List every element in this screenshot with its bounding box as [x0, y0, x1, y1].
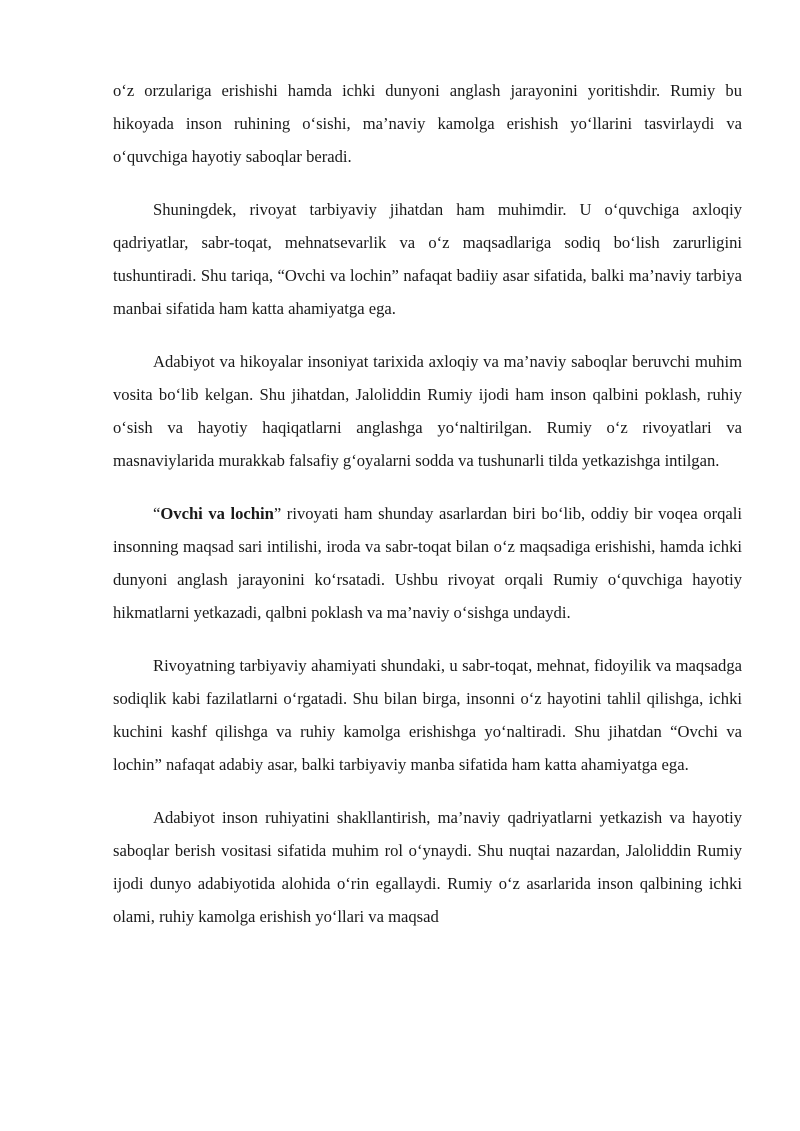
paragraph-6-text: Adabiyot inson ruhiyatini shakllantirish, ma’naviy qadriyatlarni yetkazish va hayotiy saboqlar berish vositasi sifatida muhim rol o‘ynaydi. Shu nuqtai nazardan, Jaloliddin Rumiy ijodi dunyo adabiyotida alohida o‘rin egallaydi. Rumiy o‘z asarlarida inson qalbining ichki olami, ruhiy kamolga erishish yo‘llari va maqsad — [113, 808, 742, 926]
paragraph-4-text: ” rivoyati ham shunday asarlardan biri bo‘lib, oddiy bir voqea orqali insonning maqsad sari intilishi, iroda va sabr-toqat bilan o‘z maqsadiga erishishi, hamda ichki dunyoni anglash jarayonini ko‘rsatadi. Ushbu rivoyat orqali Rumiy o‘quvchiga hayotiy hikmatlarni yetkazadi, qalbni poklash va ma’naviy o‘sishga undaydi. — [113, 504, 743, 622]
paragraph-5 — [113, 649, 742, 781]
paragraph-4-open-quote: “ — [153, 504, 161, 523]
document-body — [113, 74, 742, 953]
paragraph-5-text: Rivoyatning tarbiyaviy ahamiyati shundaki, u sabr-toqat, mehnat, fidoyilik va maqsadga sodiqlik kabi fazilatlarni o‘rgatadi. Shu bilan birga, insonni o‘z hayotini tahlil qilishga, ichki kuchini kashf qilishga va ruhiy kamolga erishishga yo‘naltiradi. Shu jihatdan “Ovchi va lochin” nafaqat adabiy asar, balki tarbiyaviy manba sifatida ham katta ahamiyatga ega. — [113, 656, 742, 774]
paragraph-4-title-bold: Ovchi va lochin — [160, 504, 274, 523]
paragraph-3 — [113, 345, 742, 477]
paragraph-1 — [113, 74, 742, 173]
paragraph-2-text: Shuningdek, rivoyat tarbiyaviy jihatdan ham muhimdir. U o‘quvchiga axloqiy qadriyatlar, sabr-toqat, mehnatsevarlik va o‘z maqsadlariga sodiq bo‘lish zarurligini tushuntiradi. Shu tariqa, “Ovchi va lochin” nafaqat badiiy asar sifatida, balki ma’naviy tarbiya manbai sifatida ham katta ahamiyatga ega. — [113, 200, 742, 318]
paragraph-1-text: o‘z orzulariga erishishi hamda ichki dunyoni anglash jarayonini yoritishdir. Rumiy bu hikoyada inson ruhining o‘sishi, ma’naviy kamolga erishish yo‘llarini tasvirlaydi va o‘quvchiga hayotiy saboqlar beradi. — [113, 81, 742, 166]
paragraph-2 — [113, 193, 742, 325]
paragraph-6 — [113, 801, 742, 933]
paragraph-4 — [113, 497, 742, 629]
paragraph-3-text: Adabiyot va hikoyalar insoniyat tarixida axloqiy va ma’naviy saboqlar beruvchi muhim vosita bo‘lib kelgan. Shu jihatdan, Jaloliddin Rumiy ijodi ham inson qalbini poklash, ruhiy o‘sish va hayotiy haqiqatlarni anglashga yo‘naltirilgan. Rumiy o‘z rivoyatlari va masnaviylarida murakkab falsafiy g‘oyalarni sodda va tushunarli tilda yetkazishga intilgan. — [113, 352, 742, 470]
